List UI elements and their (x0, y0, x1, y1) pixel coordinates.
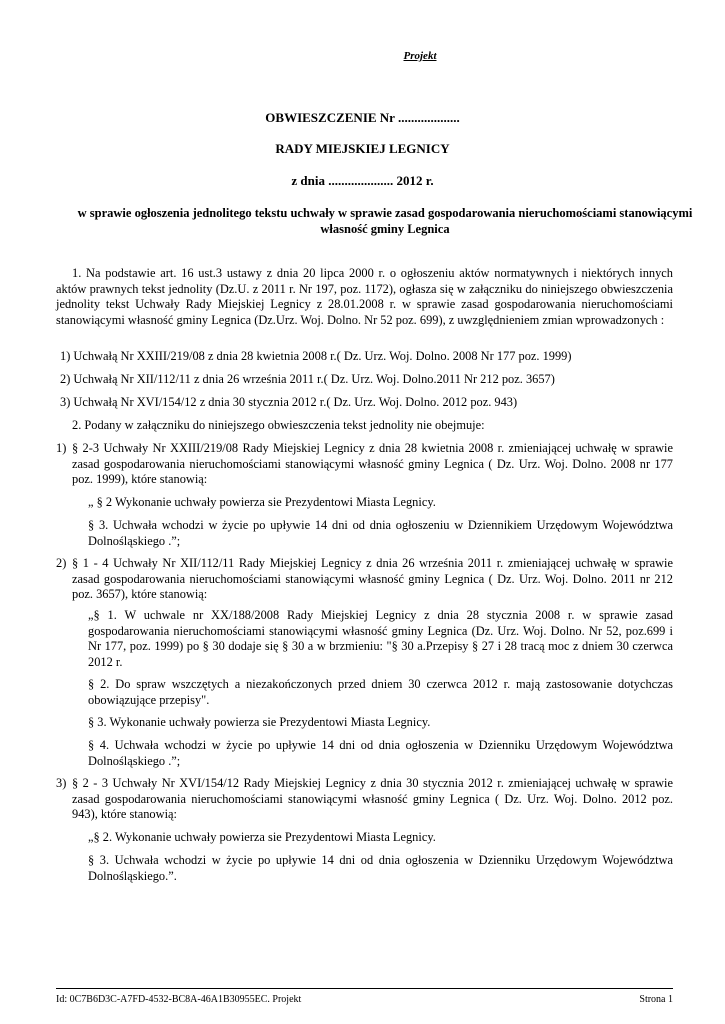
subject-heading: w sprawie ogłoszenia jednolitego tekstu uchwały w sprawie zasad gospodarowania nieruchomościami stanowiącymi własność gminy Legnica (77, 206, 693, 236)
quote-3-2: § 3. Uchwała wchodzi w życie po upływie 14 dni od dnia ogłoszenia w Dzienniku Urzędowym Województwa Dolnośląskiego.”. (88, 853, 673, 883)
item-text: § 2 - 3 Uchwały Nr XVI/154/12 Rady Miejskiej Legnicy z dnia 30 stycznia 2012 r. zmieniającej uchwałę w sprawie zasad gospodarowania nieruchomościami stanowiącymi własność gminy Legnica ( Dz. Urz. Woj. Dolno. 2012 poz. 943), które stanowią: (72, 776, 673, 822)
title-line-1: OBWIESZCZENIE Nr ................... (265, 110, 460, 125)
paragraph-2: 2. Podany w załączniku do niniejszego obwieszczenia tekst jednolity nie obejmuje: (72, 418, 485, 432)
quote-2-1: „§ 1. W uchwale nr XX/188/2008 Rady Miejskiej Legnicy z dnia 28 stycznia 2008 r. w sprawie zasad gospodarowania nieruchomościami stanowiącymi własność gminy Legnica (Dz. Urz. Woj. Dolno. Nr 52, poz.699 i Nr 177, poz. 1999) po § 30 dodaje się § 30 a w brzmieniu: "§ 30 a.Przepisy § 27 i 28 tracą moc z dniem 30 czerwca 2012 r. (88, 608, 673, 669)
item-number: 1) (56, 441, 67, 455)
amendment-list-item-1: 1) Uchwałą Nr XXIII/219/08 z dnia 28 kwietnia 2008 r.( Dz. Urz. Woj. Dolno. 2008 Nr 177 poz. 1999) (60, 349, 572, 363)
item-text: § 1 - 4 Uchwały Nr XII/112/11 Rady Miejskiej Legnicy z dnia 26 września 2011 r. zmieniającej uchwałę w sprawie zasad gospodarowania nieruchomościami stanowiącymi własność gminy Legnica ( Dz. Urz. Woj. Dolno. 2011 nr 212 poz. 3657), które stanowią: (72, 556, 673, 602)
paragraph-1: 1. Na podstawie art. 16 ust.3 ustawy z dnia 20 lipca 2000 r. o ogłoszeniu aktów normatywnych i niektórych innych aktów prawnych tekst jednolity (Dz.U. z 2011 r. Nr 197, poz. 1172), ogłasza się w załączniku do niniejszego obwieszczenia jednolity tekst Uchwały Rady Miejskiej Legnicy z 28.01.2008 r. w sprawie zasad gospodarowania nieruchomościami stanowiącymi własność gminy Legnica (Dz.Urz. Woj. Dolno. Nr 52 poz. 699), z uwzględnieniem zmian wprowadzonych : (56, 266, 673, 327)
amendment-list-item-3: 3) Uchwałą Nr XVI/154/12 z dnia 30 stycznia 2012 r.( Dz. Urz. Woj. Dolno. 2012 poz. 943) (60, 395, 518, 409)
quote-3-1: „§ 2. Wykonanie uchwały powierza sie Prezydentowi Miasta Legnicy. (88, 830, 436, 844)
item-number: 3) (56, 776, 67, 790)
projekt-label: Projekt (403, 50, 437, 62)
exclusion-item-2 (56, 556, 673, 603)
page-number: Strona 1 (639, 994, 673, 1005)
amendment-list-item-2: 2) Uchwałą Nr XII/112/11 z dnia 26 września 2011 r.( Dz. Urz. Woj. Dolno.2011 Nr 212 poz. 3657) (60, 372, 555, 386)
item-text: § 2-3 Uchwały Nr XXIII/219/08 Rady Miejskiej Legnicy z dnia 28 kwietnia 2008 r. zmieniającej uchwałę w sprawie zasad gospodarowania nieruchomościami stanowiącymi własność gminy Legnica ( Dz. Urz. Woj. Dolno. 2008 nr 177 poz. 1999), które stanowią: (72, 441, 673, 487)
quote-2-4: § 4. Uchwała wchodzi w życie po upływie 14 dni od dnia ogłoszenia w Dzienniku Urzędowym Województwa Dolnośląskiego .”; (88, 738, 673, 768)
quote-2-3: § 3. Wykonanie uchwały powierza sie Prezydentowi Miasta Legnicy. (88, 715, 431, 729)
title-line-3: z dnia .................... 2012 r. (291, 173, 434, 188)
exclusion-item-1 (56, 441, 673, 488)
title-line-2: RADY MIEJSKIEJ LEGNICY (275, 141, 450, 156)
exclusion-item-3 (56, 776, 673, 823)
quote-1-1: „ § 2 Wykonanie uchwały powierza sie Prezydentowi Miasta Legnicy. (88, 495, 436, 509)
document-id: Id: 0C7B6D3C-A7FD-4532-BC8A-46A1B30955EC. Projekt (56, 994, 302, 1005)
quote-2-2: § 2. Do spraw wszczętych a niezakończonych przed dniem 30 czerwca 2012 r. mają zastosowanie dotychczas obowiązujące przepisy". (88, 677, 673, 707)
item-number: 2) (56, 556, 67, 570)
quote-1-2: § 3. Uchwała wchodzi w życie po upływie 14 dni od dnia ogłoszeniu w Dziennikiem Urzędowym Województwa Dolnośląskiego .”; (88, 518, 673, 548)
footer-divider (56, 988, 673, 989)
